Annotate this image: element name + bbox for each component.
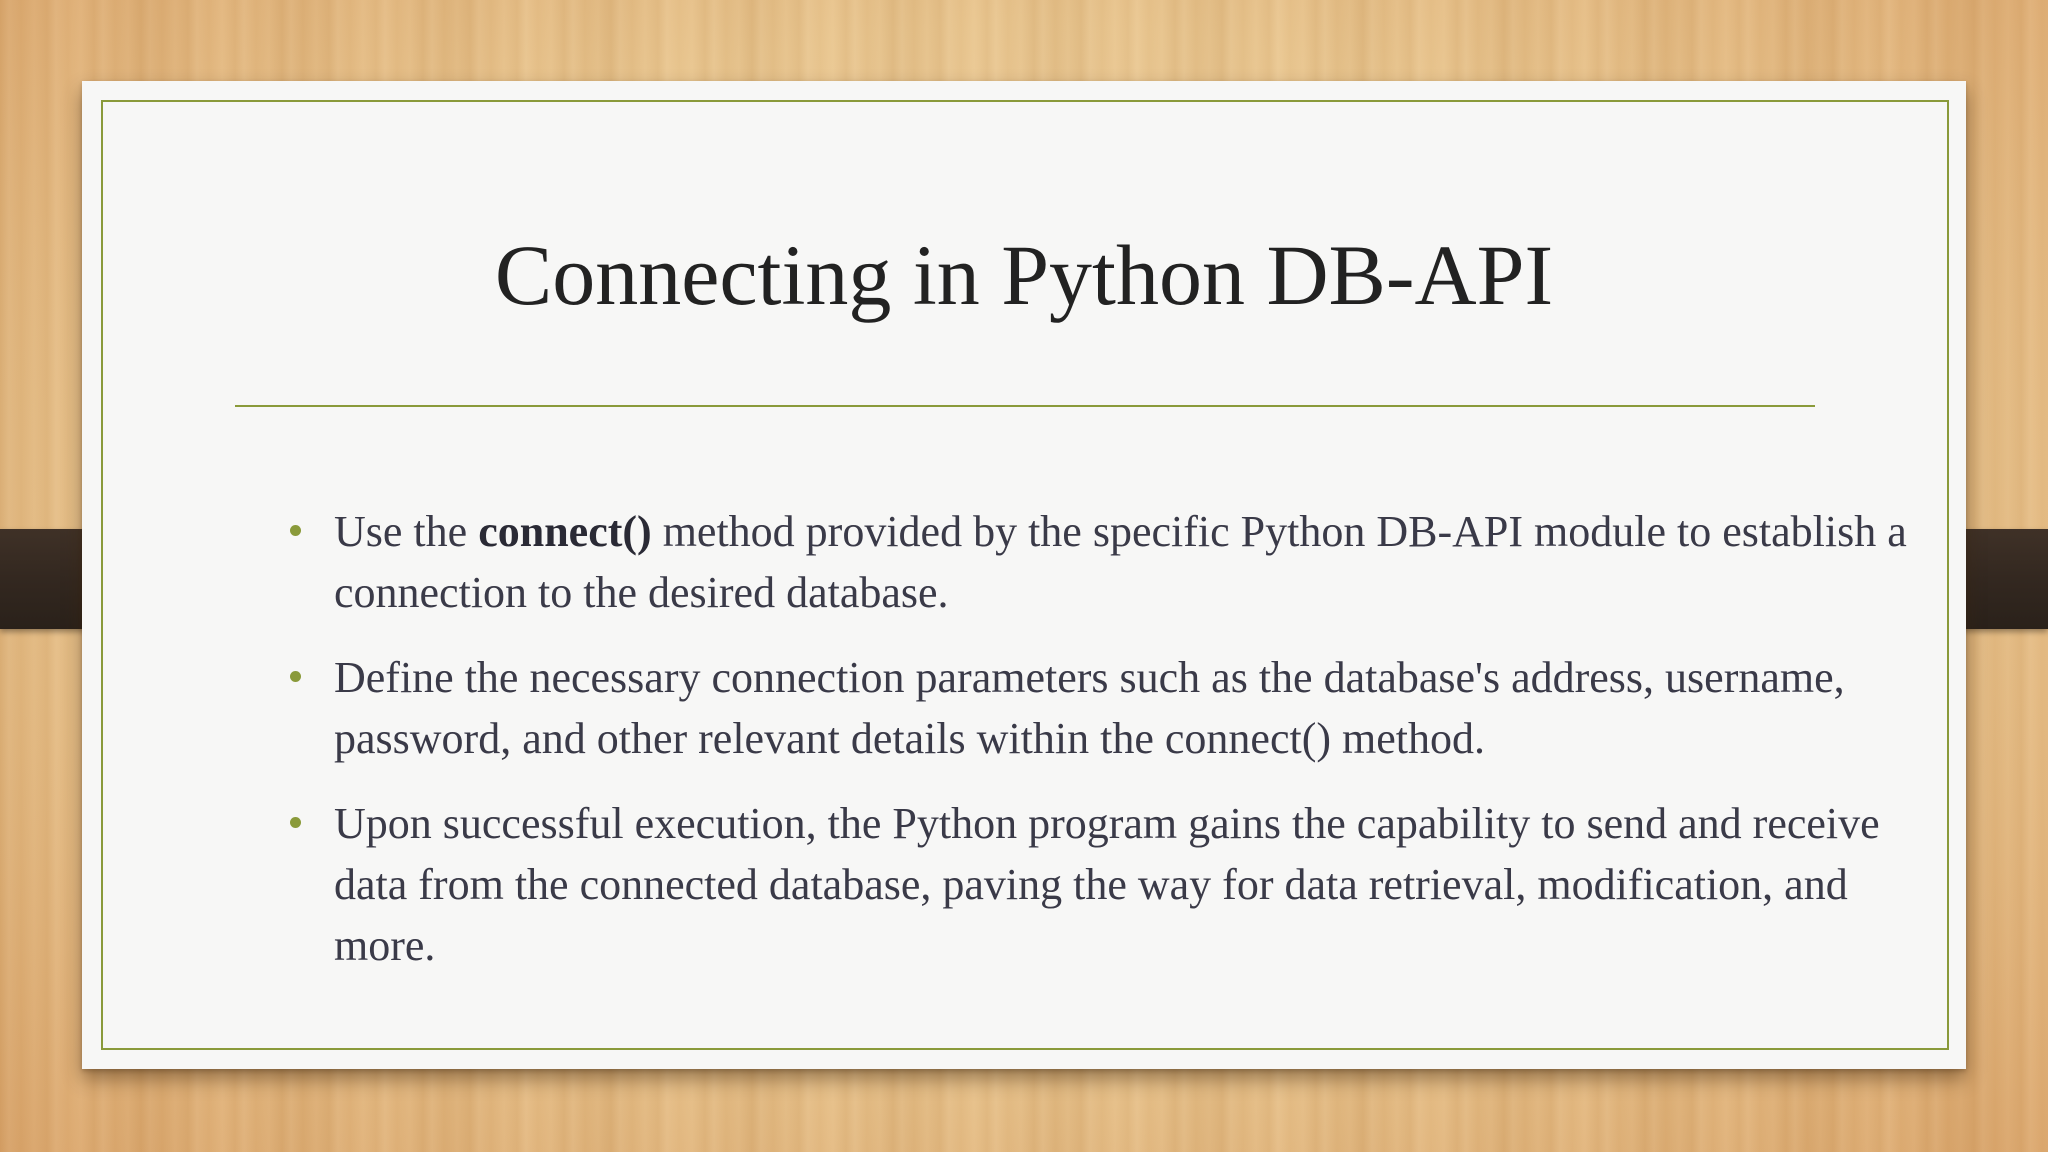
bullet-text-after: method provided by the specific Python DB-API module to establish a connection to the desired database.: [334, 507, 1907, 617]
bullet-text: Upon successful execution, the Python program gains the capability to send and receive data from the connected database, paving the way for data retrieval, modification, and more.: [334, 799, 1880, 970]
bullet-list: [252, 501, 1952, 1000]
bullet-keyword: connect(): [478, 507, 652, 556]
bullet-item: [252, 501, 1952, 623]
bullet-dot-icon: [290, 817, 301, 828]
bullet-item: [252, 793, 1952, 976]
title-divider: [235, 405, 1815, 407]
slide-title: Connecting in Python DB-API: [494, 227, 1554, 323]
bullet-text-before: Use the: [334, 507, 479, 556]
bullet-dot-icon: [290, 525, 301, 536]
bullet-text: Define the necessary connection parameters such as the database's address, username, password, and other relevant details within the connect() method.: [334, 653, 1845, 763]
bullet-dot-icon: [290, 671, 301, 682]
slide: [82, 81, 1966, 1069]
bullet-item: [252, 647, 1952, 769]
